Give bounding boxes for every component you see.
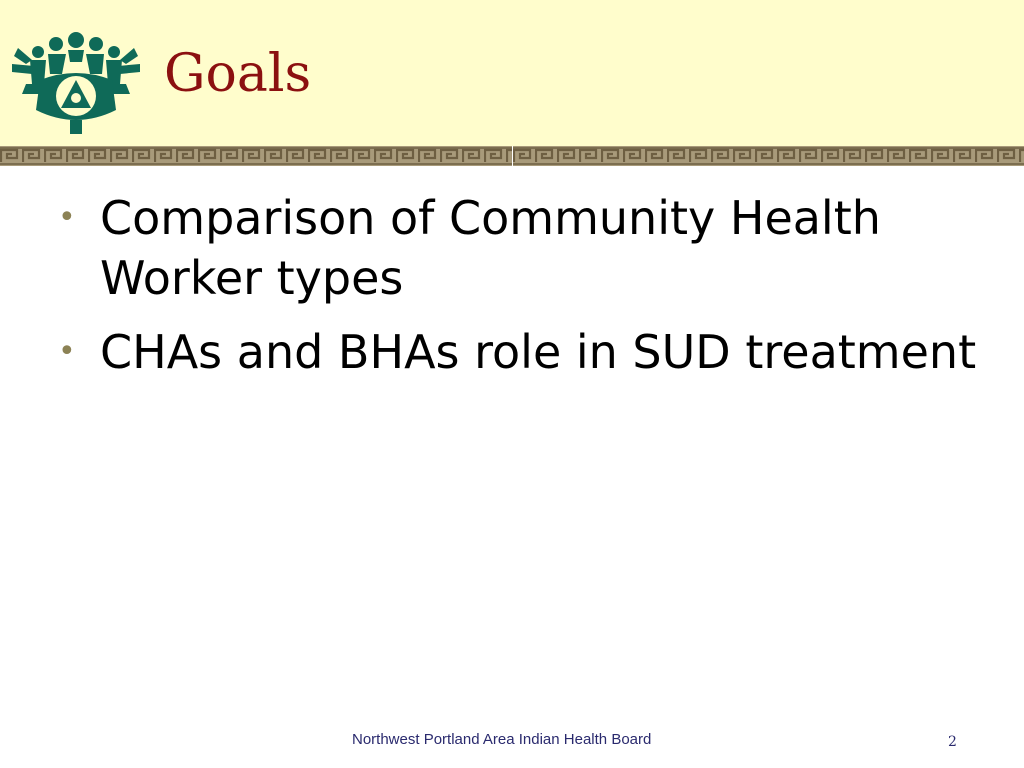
decorative-border-right <box>513 146 1024 166</box>
bullet-text: CHAs and BHAs role in SUD treatment <box>100 325 977 379</box>
greek-key-pattern-icon <box>0 146 512 166</box>
page-number: 2 <box>948 734 957 750</box>
bullet-dot-icon: • <box>58 334 76 369</box>
slide-title: Goals <box>164 44 312 104</box>
npaihb-logo-icon <box>12 30 140 134</box>
slide-header <box>0 0 1024 146</box>
decorative-border <box>0 146 1024 166</box>
bullet-dot-icon: • <box>58 200 76 235</box>
bullet-list <box>56 188 986 396</box>
list-item <box>56 322 986 382</box>
slide-footer <box>0 728 1024 754</box>
bullet-text: Comparison of Community Health Worker types <box>100 191 881 305</box>
footer-organization: Northwest Portland Area Indian Health Board <box>352 731 652 748</box>
decorative-border-left <box>0 146 512 166</box>
list-item <box>56 188 986 308</box>
greek-key-pattern-icon <box>513 146 1024 166</box>
